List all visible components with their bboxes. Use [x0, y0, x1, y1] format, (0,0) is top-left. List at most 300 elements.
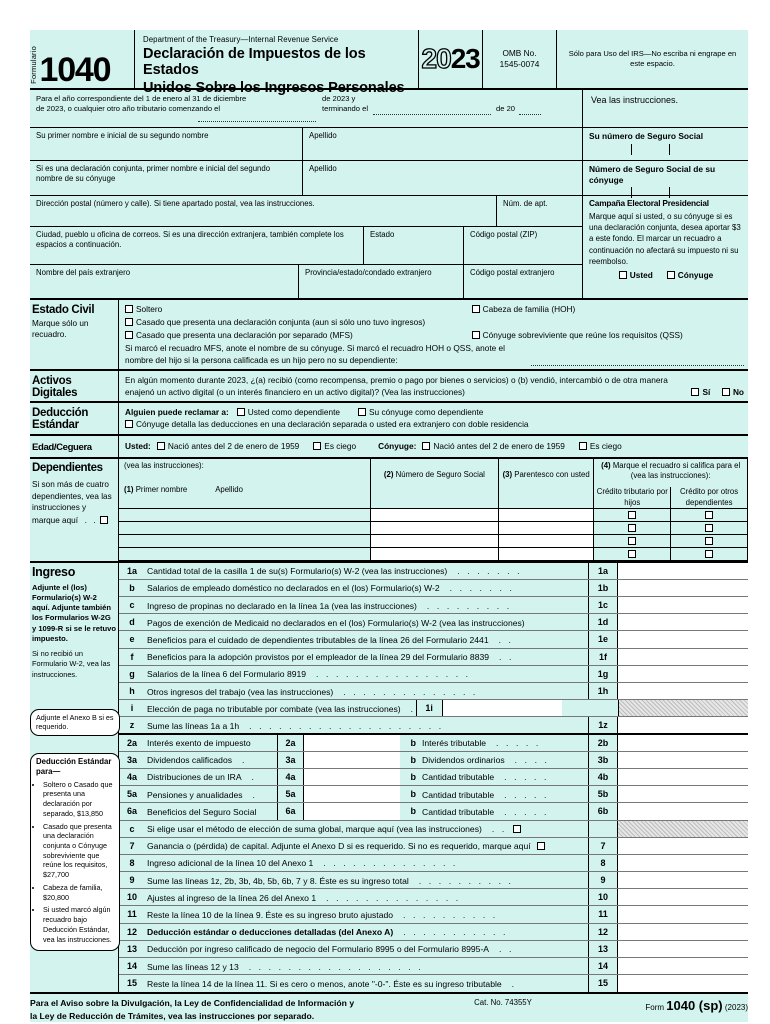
line-description: Elección de paga no tributable por combate (vea las instrucciones) [147, 703, 401, 714]
dependents-col1-first: Primer nombre [135, 485, 188, 495]
single-label: Soltero [136, 304, 163, 314]
mid-line-label: 1i [416, 700, 442, 716]
spouse-ssn-label: Número de Seguro Social de su cónyuge [589, 164, 716, 185]
spouse-born-before-label: Nació antes del 2 de enero de 1959 [433, 441, 565, 452]
amount-input-9[interactable] [618, 872, 748, 888]
tax-year-begin-input[interactable] [198, 121, 316, 122]
dependents-label-block [30, 459, 118, 561]
last-name-label: Apellido [309, 131, 337, 140]
line-text [145, 683, 588, 699]
income-line-4 [119, 769, 748, 786]
sd-callout-title: Deducción Estándar para— [36, 756, 112, 777]
line-description: Deducción por ingreso calificado de negocio del Formulario 8995 o del Formulario 8995-A [147, 944, 490, 955]
leader-dots: . [501, 978, 517, 989]
income-section [30, 563, 748, 993]
filing-status-note: Si marcó el recuadro MFS, anote el nombre de su cónyuge. Si marcó el recuadro HOH o QSS, anote el nombre del hijo si la persona calificada es un hijo pero no su dependiente: [125, 342, 505, 365]
amount-input-2b[interactable] [618, 735, 748, 751]
claim-lead-label: Alguien puede reclamar a: [125, 406, 229, 417]
line-number: 15 [126, 978, 137, 989]
address-block [30, 196, 748, 300]
income-line-1d [119, 614, 748, 631]
dependent-row[interactable] [119, 508, 748, 521]
you-born-before-checkbox[interactable] [157, 442, 165, 450]
sub-line-number: b [410, 789, 416, 800]
last-name-field[interactable] [302, 128, 582, 160]
spouse-first-name-field[interactable] [30, 161, 302, 195]
dependent-ctc-cell[interactable] [594, 547, 671, 560]
income-line-14 [119, 958, 748, 975]
line-number: 11 [127, 909, 137, 920]
sd-callout-item: • Soltero o Casado que presenta una declaración por separado, $13,850 [43, 780, 114, 819]
form-header [29, 30, 748, 97]
leader-dots: . . . . . [494, 772, 550, 783]
amount-line-label: 5b [588, 786, 618, 802]
dependent-row[interactable] [119, 547, 748, 560]
amount-input-6a[interactable] [303, 803, 400, 819]
line-number: 1a [126, 565, 137, 576]
mid-line-label: 2a [277, 735, 303, 751]
form-title-block [134, 30, 418, 97]
amount-line-label: 10 [588, 889, 618, 905]
line-description: Salarios de la línea 6 del Formulario 8919 [147, 669, 307, 680]
lump-sum-election-checkbox[interactable] [513, 825, 521, 833]
filing-status-section [30, 300, 748, 371]
zip-field[interactable] [463, 227, 582, 264]
sub-line-number: b [410, 806, 416, 817]
sd-callout-item: • Casado que presenta una declaración conjunta o Cónyuge sobreviviente que reúne los requisitos, $27,700 [43, 822, 114, 880]
claim-you-checkbox[interactable] [237, 408, 245, 416]
dependent-ssn-cell[interactable] [370, 534, 498, 547]
line-number: 6a [126, 806, 137, 817]
amount-input-3a[interactable] [303, 752, 400, 768]
spouse-first-name-label: Si es una declaración conjunta, primer nombre e inicial del segundo nombre de su cónyuge [36, 164, 271, 184]
income-line-15 [119, 975, 748, 992]
dependents-col4-header [594, 459, 748, 508]
foreign-zip-field[interactable] [463, 265, 582, 298]
digital-assets-no-label: No [732, 386, 744, 397]
you-blind-checkbox[interactable] [313, 442, 321, 450]
income-line-3 [119, 752, 748, 769]
campaign-you-label: Usted [629, 270, 653, 281]
amount-input-1c[interactable] [618, 597, 748, 613]
amount-input-1h[interactable] [618, 683, 748, 699]
form-title-line-1: Declaración de Impuestos de los Estados [143, 46, 366, 79]
line-text [145, 580, 588, 596]
amount-input-1g[interactable] [618, 666, 748, 682]
line-number: e [129, 634, 135, 645]
spouse-ssn-field[interactable] [582, 161, 748, 195]
line-text [145, 855, 588, 871]
amount-line-label: 1e [588, 631, 618, 647]
foreign-address-row [30, 265, 582, 298]
income-line-1i [119, 700, 748, 717]
amount-input-11[interactable] [618, 906, 748, 922]
dependents-sub-text: Si son más de cuatro dependientes, vea las instrucciones y marque aquí [32, 480, 112, 526]
mid-line-label: 6a [277, 803, 303, 819]
leader-dots: . . . . . [486, 738, 541, 749]
filing-status-option-mfs[interactable] [125, 329, 472, 342]
line-description: Ganancia o (pérdida) de capital. Adjunte el Anexo D si es requerido. Si no es requerido, marque aquí [147, 841, 531, 852]
leader-dots: . . . . . . . . . . [393, 909, 498, 920]
foreign-zip-label: Código postal extranjero [470, 268, 555, 277]
line-description: Reste la línea 14 de la línea 11. Si es cero o menos, anote "-0-". Éste es su ingreso tributable [147, 978, 502, 989]
age-spouse-blind-option[interactable] [579, 440, 622, 453]
dependent-row[interactable] [119, 521, 748, 534]
line-description: Beneficios para el cuidado de dependientes tributables de la línea 26 del Formulario 2441 [147, 634, 489, 645]
leader-dots: . [400, 703, 416, 714]
sub-line-description: Dividendos ordinarios [422, 755, 505, 766]
tax-year-badge [418, 30, 482, 88]
amount-input-4a[interactable] [303, 769, 400, 785]
filing-status-option-single[interactable] [125, 303, 472, 316]
age-you-blind-option[interactable] [313, 440, 356, 453]
digital-assets-section [30, 371, 748, 403]
line-description: Pensiones y anualidades [147, 789, 243, 800]
line-text [145, 924, 588, 940]
line-text [145, 700, 416, 716]
spouse-itemizes-option[interactable] [125, 418, 744, 431]
amount-input-5b[interactable] [618, 786, 748, 802]
amount-input-10[interactable] [618, 889, 748, 905]
income-line-6 [119, 803, 748, 820]
dependent-ssn-cell[interactable] [370, 547, 498, 560]
state-label: Estado [370, 230, 395, 239]
line-text [145, 889, 588, 905]
income-lines [118, 563, 748, 993]
leader-dots: . . . . . [494, 806, 550, 817]
claim-spouse-option[interactable] [358, 406, 483, 419]
mid-line-label: 5a [277, 786, 303, 802]
dependents-col1-num: (1) [124, 485, 134, 495]
amount-line-label: 7 [588, 838, 618, 854]
line-number: 3a [126, 754, 137, 765]
leader-dots: . . . . . . . . . . [408, 875, 514, 886]
omb-label: OMB No. [502, 48, 537, 59]
dependent-ssn-cell[interactable] [370, 521, 498, 534]
form-footer-id [578, 997, 748, 1013]
spouse-blind-checkbox[interactable] [579, 442, 587, 450]
sub-line-number: b [410, 771, 416, 782]
dependent-relationship-cell[interactable] [498, 521, 593, 534]
dependent-odc-cell[interactable] [671, 534, 748, 547]
odc-checkbox[interactable] [705, 524, 713, 532]
sub-line-text [416, 803, 588, 819]
standard-deduction-body [118, 403, 748, 435]
tax-year-end-yy-input[interactable] [519, 114, 541, 115]
dependent-ctc-cell[interactable] [594, 534, 671, 547]
line-text: Distribuciones de un IRA . [147, 772, 257, 783]
leader-dots: . . . . [504, 755, 550, 766]
campaign-spouse-label: Cónyuge [677, 270, 714, 281]
tax-year-de-2023: de 2023 y [322, 94, 356, 103]
age-blindness-section [30, 436, 748, 459]
amount-input-1b[interactable] [618, 580, 748, 596]
dependent-relationship-cell[interactable] [498, 508, 593, 521]
tax-year-line-1: Para el año correspondiente del 1 de enero al 31 de diciembre [36, 94, 247, 103]
dependent-ssn-cell[interactable] [370, 508, 498, 521]
mid-line-label: 3a [277, 752, 303, 768]
ctc-checkbox[interactable] [628, 511, 636, 519]
tax-year-de-20: de 20 [496, 104, 516, 114]
amount-input-6b[interactable] [618, 803, 748, 819]
see-instructions-note: Vea las instrucciones. [582, 90, 748, 127]
digital-assets-title-2: Digitales [32, 386, 78, 399]
line-number: b [129, 582, 135, 593]
line-text [145, 958, 588, 974]
dependent-name-cell[interactable] [119, 534, 370, 547]
presidential-campaign-block [582, 196, 748, 298]
dependent-odc-cell[interactable] [671, 521, 748, 534]
amount-input-1d[interactable] [618, 614, 748, 630]
line-text [145, 649, 588, 665]
you-born-before-label: Nació antes del 2 de enero de 1959 [167, 441, 300, 452]
amount-input-14[interactable] [618, 958, 748, 974]
mid-line-label: 4a [277, 769, 303, 785]
mfs-checkbox[interactable] [125, 331, 133, 339]
line-text [145, 631, 588, 647]
city-field[interactable] [30, 227, 363, 264]
amount-input-1z[interactable] [618, 717, 748, 732]
filing-status-label-block [30, 300, 118, 369]
filing-status-title: Estado Civil [32, 304, 95, 316]
tax-year-line-2: de 2023, o cualquier otro año tributario comenzando el [36, 104, 221, 114]
apt-number-field[interactable] [496, 196, 582, 226]
line-description: Pagos de exención de Medicaid no declarados en el (los) Formulario(s) W-2 (vea las instrucciones) [147, 617, 525, 628]
campaign-spouse-checkbox[interactable] [667, 271, 675, 279]
spouse-name-row [30, 161, 748, 196]
spouse-born-before-checkbox[interactable] [422, 442, 430, 450]
line-description: Distribuciones de un IRA [147, 772, 242, 783]
income-line-1f [119, 649, 748, 666]
amount-input-1e[interactable] [618, 631, 748, 647]
line-number: h [129, 686, 135, 696]
dependent-name-cell[interactable] [119, 508, 370, 521]
sub-line-text [416, 769, 588, 785]
amount-input-1i[interactable] [442, 700, 562, 716]
dependents-col4a-label: Crédito tributario por hijos [596, 487, 668, 507]
amount-line-label: 1g [588, 666, 618, 682]
standard-deduction-section [30, 403, 748, 437]
mfj-checkbox[interactable] [125, 318, 133, 326]
line-text [145, 821, 588, 837]
age-blindness-body [118, 436, 748, 457]
schedule-d-not-required-checkbox[interactable] [537, 842, 545, 850]
odc-checkbox[interactable] [705, 550, 713, 558]
dependents-table-wrap [118, 459, 748, 561]
dependents-see-instructions: (vea las instrucciones): [124, 461, 204, 471]
odc-checkbox[interactable] [705, 511, 713, 519]
tax-year-solid: 23 [450, 43, 480, 74]
campaign-you-option[interactable] [619, 270, 653, 280]
amount-line-label: 1b [588, 580, 618, 596]
amount-input-8[interactable] [618, 855, 748, 871]
filing-status-option-mfj[interactable] [125, 316, 472, 329]
city-label: Ciudad, pueblo u oficina de correos. Si es una dirección extranjera, también complete los espacios a continuación. [36, 230, 344, 250]
claim-you-option[interactable] [237, 406, 340, 419]
leader-dots: . . . . . . . . . . . . . . [333, 686, 478, 697]
foreign-country-field[interactable] [30, 265, 298, 298]
income-line-9 [119, 872, 748, 889]
dependent-relationship-cell[interactable] [498, 547, 593, 560]
amount-line-label: 1f [588, 649, 618, 665]
dependent-ctc-cell[interactable] [594, 508, 671, 521]
privacy-notice-line-2: la Ley de Reducción de Trámites, vea las instrucciones por separado. [30, 1010, 315, 1021]
ssn-label: Su número de Seguro Social [589, 131, 704, 141]
income-line-1h [119, 683, 748, 700]
line-description: Reste la línea 10 de la línea 9. Éste es su ingreso bruto ajustado [147, 909, 394, 920]
line-description: Beneficios para la adopción provistos por el empleador de la línea 29 del Formulario 8839 [147, 652, 490, 663]
digital-assets-no-checkbox[interactable] [722, 388, 730, 396]
amount-input-7[interactable] [618, 838, 748, 854]
line-description: Deducción estándar o deducciones detalladas (del Anexo A) [147, 927, 394, 938]
form-footer-year: (2023) [724, 1003, 748, 1013]
mfj-label: Casado que presenta una declaración conjunta (aun si sólo uno tuvo ingresos) [136, 316, 426, 327]
claim-spouse-label: Su cónyuge como dependiente [369, 406, 484, 417]
income-line-1a [119, 563, 748, 580]
amount-line-label: 14 [588, 958, 618, 974]
odc-checkbox[interactable] [705, 537, 713, 545]
sub-line-number: b [410, 737, 416, 748]
income-line-7 [119, 838, 748, 855]
amount-line-label: 12 [588, 924, 618, 940]
ssn-field[interactable] [582, 128, 748, 160]
amount-line-label: 1c [588, 597, 618, 613]
amount-input-3b[interactable] [618, 752, 748, 768]
leader-dots: . . . . . [494, 789, 550, 800]
dependent-relationship-cell[interactable] [498, 534, 593, 547]
line-text [145, 872, 588, 888]
amount-line-label: 9 [588, 872, 618, 888]
single-checkbox[interactable] [125, 305, 133, 313]
line-text [145, 838, 588, 854]
qualifying-person-name-input[interactable] [531, 353, 744, 366]
ctc-checkbox[interactable] [628, 524, 636, 532]
age-you-born-option[interactable] [157, 440, 299, 453]
qss-label: Cónyuge sobreviviente que reúne los requisitos (QSS) [482, 329, 683, 340]
dependent-odc-cell[interactable] [671, 508, 748, 521]
line-text [145, 975, 588, 992]
line-text: Pensiones y anualidades . [147, 789, 258, 800]
line-number: 7 [129, 840, 135, 851]
dependents-table [119, 459, 748, 561]
omb-block [482, 30, 556, 88]
standard-deduction-label-block [30, 403, 118, 435]
line-number: i [130, 703, 134, 714]
filing-status-option-qss[interactable] [472, 329, 744, 342]
dependents-section [30, 459, 748, 563]
campaign-you-checkbox[interactable] [619, 271, 627, 279]
street-row [30, 196, 582, 227]
leader-dots: . . [481, 824, 507, 834]
line-text [145, 666, 588, 682]
spouse-last-name-field[interactable] [302, 161, 582, 195]
age-blindness-label-block [30, 436, 118, 457]
dependents-col1-last: Apellido [215, 485, 243, 495]
amount-input-5a[interactable] [303, 786, 400, 802]
amount-input-13[interactable] [618, 941, 748, 957]
line-number: 12 [126, 926, 137, 937]
foreign-province-field[interactable] [298, 265, 463, 298]
state-field[interactable] [363, 227, 463, 264]
qss-checkbox[interactable] [472, 331, 480, 339]
line-description: Otros ingresos del trabajo (vea las instrucciones) [147, 686, 334, 697]
amount-input-12[interactable] [618, 924, 748, 940]
sub-line-description: Interés tributable [422, 738, 487, 749]
line-description: Dividendos calificados [147, 755, 233, 766]
amount-input-15[interactable] [618, 975, 748, 992]
amount-input-1f[interactable] [618, 649, 748, 665]
line-number: 5a [126, 789, 137, 800]
amount-input-1a[interactable] [618, 563, 748, 579]
privacy-notice [30, 997, 428, 1022]
form-footer-prefix: Form [645, 1003, 665, 1013]
line-text [145, 717, 588, 732]
age-spouse-born-option[interactable] [422, 440, 564, 453]
tax-year-end-input[interactable] [373, 114, 491, 115]
standard-deduction-title-1: Deducción [32, 406, 89, 419]
privacy-notice-line-1: Para el Aviso sobre la Divulgación, la Ley de Confidencialidad de Información y [30, 998, 355, 1009]
hoh-checkbox[interactable] [472, 305, 480, 313]
income-line-2 [119, 735, 748, 752]
dependents-col1-header [119, 459, 370, 508]
amount-input-4b[interactable] [618, 769, 748, 785]
amount-line-label: 11 [588, 906, 618, 922]
street-address-field[interactable] [30, 196, 496, 226]
amount-line-label: 6b [588, 803, 618, 819]
tax-year-terminando: terminando el [322, 104, 369, 114]
campaign-checkboxes [589, 270, 743, 280]
leader-dots: . . . . . . . [439, 583, 515, 594]
spacer [562, 700, 618, 716]
line-text [145, 941, 588, 957]
income-attach-note: Adjunte el (los) Formulario(s) W-2 aquí. Adjunte también los Formularios W-2G y 1099-R si se le retuvo impuesto. [32, 582, 116, 643]
ctc-checkbox[interactable] [628, 550, 636, 558]
first-name-field[interactable] [30, 128, 302, 160]
line-description: Sume las líneas 12 y 13 [147, 961, 239, 972]
dependents-header-row [119, 459, 748, 508]
leader-dots: . . [489, 652, 514, 663]
standard-deduction-callout [30, 753, 120, 952]
dependents-col2-num: (2) [383, 470, 394, 480]
zip-label: Código postal (ZIP) [470, 230, 538, 239]
amount-line-label: 1h [588, 683, 618, 699]
claim-spouse-checkbox[interactable] [358, 408, 366, 416]
sub-line-description: Cantidad tributable [422, 772, 495, 783]
line-description: Cantidad total de la casilla 1 de su(s) Formulario(s) W-2 (vea las instrucciones) [147, 566, 448, 577]
formulario-vertical-label: Formulario [29, 46, 38, 84]
shaded-cell [618, 700, 748, 716]
leader-dots: . . . . . . . . . . . [393, 927, 508, 938]
amount-input-2a[interactable] [303, 735, 400, 751]
dependent-name-cell[interactable] [119, 547, 370, 560]
income-line-8 [119, 855, 748, 872]
dependent-odc-cell[interactable] [671, 547, 748, 560]
dependent-ctc-cell[interactable] [594, 521, 671, 534]
standard-deduction-title-2: Estándar [32, 418, 79, 431]
spouse-last-name-label: Apellido [309, 164, 337, 173]
ctc-checkbox[interactable] [628, 537, 636, 545]
dependent-row[interactable] [119, 534, 748, 547]
filing-status-option-hoh[interactable] [472, 303, 744, 316]
line-description: Si elige usar el método de elección de suma global, marque aquí (vea las instrucciones) [147, 824, 482, 834]
spouse-itemizes-checkbox[interactable] [125, 420, 133, 428]
line-number: g [129, 668, 135, 679]
campaign-spouse-option[interactable] [667, 270, 714, 280]
digital-assets-yes-checkbox[interactable] [691, 388, 699, 396]
more-than-four-dependents-checkbox[interactable] [100, 516, 108, 524]
dependents-col2-label: Número de Seguro Social [395, 470, 485, 480]
dependent-name-cell[interactable] [119, 521, 370, 534]
